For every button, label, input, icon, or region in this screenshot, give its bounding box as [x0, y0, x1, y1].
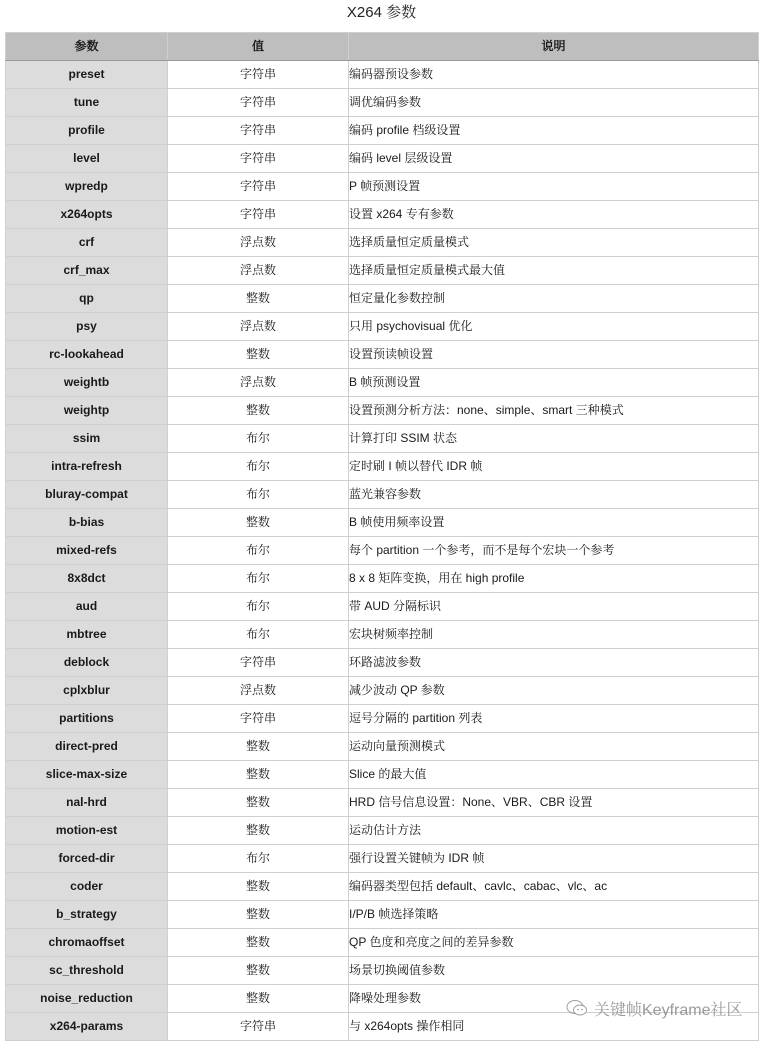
- table-row: [6, 509, 759, 537]
- param-description-cell: 编码器预设参数: [349, 61, 759, 89]
- param-name-cell: intra-refresh: [6, 453, 168, 481]
- param-type-cell: 布尔: [168, 845, 349, 873]
- watermark-text: 关键帧Keyframe社区: [594, 1001, 743, 1019]
- column-header-param: 参数: [6, 33, 168, 61]
- table-row: [6, 313, 759, 341]
- param-description-cell: 8 x 8 矩阵变换，用在 high profile: [349, 565, 759, 593]
- param-name-cell: crf: [6, 229, 168, 257]
- table-row: [6, 201, 759, 229]
- param-name-cell: qp: [6, 285, 168, 313]
- param-type-cell: 整数: [168, 957, 349, 985]
- param-type-cell: 整数: [168, 789, 349, 817]
- param-type-cell: 字符串: [168, 89, 349, 117]
- param-name-cell: weightp: [6, 397, 168, 425]
- param-type-cell: 布尔: [168, 565, 349, 593]
- table-row: [6, 929, 759, 957]
- table-row: [6, 649, 759, 677]
- table-row: [6, 901, 759, 929]
- param-type-cell: 布尔: [168, 537, 349, 565]
- param-name-cell: coder: [6, 873, 168, 901]
- param-type-cell: 布尔: [168, 481, 349, 509]
- table-row: [6, 565, 759, 593]
- param-type-cell: 整数: [168, 817, 349, 845]
- param-description-cell: 设置 x264 专有参数: [349, 201, 759, 229]
- param-description-cell: 强行设置关键帧为 IDR 帧: [349, 845, 759, 873]
- param-description-cell: B 帧预测设置: [349, 369, 759, 397]
- param-name-cell: mbtree: [6, 621, 168, 649]
- param-description-cell: 编码 profile 档级设置: [349, 117, 759, 145]
- page-title: X264 参数: [346, 4, 417, 21]
- param-description-cell: 与 x264opts 操作相同: [349, 1013, 759, 1041]
- table-row: [6, 705, 759, 733]
- param-type-cell: 浮点数: [168, 313, 349, 341]
- table-row: [6, 621, 759, 649]
- table-row: [6, 89, 759, 117]
- param-name-cell: mixed-refs: [6, 537, 168, 565]
- param-description-cell: 环路滤波参数: [349, 649, 759, 677]
- table-body: [6, 61, 759, 1041]
- param-type-cell: 布尔: [168, 593, 349, 621]
- param-name-cell: level: [6, 145, 168, 173]
- param-description-cell: 逗号分隔的 partition 列表: [349, 705, 759, 733]
- table-row: [6, 957, 759, 985]
- param-type-cell: 字符串: [168, 117, 349, 145]
- param-type-cell: 浮点数: [168, 229, 349, 257]
- table-row: [6, 257, 759, 285]
- param-name-cell: b-bias: [6, 509, 168, 537]
- param-description-cell: 编码 level 层级设置: [349, 145, 759, 173]
- param-description-cell: P 帧预测设置: [349, 173, 759, 201]
- param-description-cell: 设置预测分析方法：none、simple、smart 三种模式: [349, 397, 759, 425]
- param-name-cell: psy: [6, 313, 168, 341]
- param-type-cell: 字符串: [168, 145, 349, 173]
- table-row: [6, 1013, 759, 1041]
- param-type-cell: 整数: [168, 397, 349, 425]
- params-table: [5, 32, 759, 1041]
- param-description-cell: 带 AUD 分隔标识: [349, 593, 759, 621]
- param-description-cell: 场景切换阈值参数: [349, 957, 759, 985]
- param-name-cell: motion-est: [6, 817, 168, 845]
- table-row: [6, 817, 759, 845]
- param-name-cell: 8x8dct: [6, 565, 168, 593]
- param-type-cell: 布尔: [168, 453, 349, 481]
- table-row: [6, 985, 759, 1013]
- param-name-cell: noise_reduction: [6, 985, 168, 1013]
- param-name-cell: cplxblur: [6, 677, 168, 705]
- table-row: [6, 845, 759, 873]
- param-name-cell: chromaoffset: [6, 929, 168, 957]
- param-description-cell: I/P/B 帧选择策略: [349, 901, 759, 929]
- param-description-cell: B 帧使用频率设置: [349, 509, 759, 537]
- param-name-cell: weightb: [6, 369, 168, 397]
- param-description-cell: QP 色度和亮度之间的差异参数: [349, 929, 759, 957]
- param-description-cell: 减少波动 QP 参数: [349, 677, 759, 705]
- param-name-cell: slice-max-size: [6, 761, 168, 789]
- param-description-cell: 宏块树频率控制: [349, 621, 759, 649]
- param-description-cell: 选择质量恒定质量模式: [349, 229, 759, 257]
- table-row: [6, 761, 759, 789]
- table-row: [6, 285, 759, 313]
- param-name-cell: b_strategy: [6, 901, 168, 929]
- param-description-cell: 运动向量预测模式: [349, 733, 759, 761]
- table-row: [6, 61, 759, 89]
- table-row: [6, 873, 759, 901]
- table-row: [6, 537, 759, 565]
- param-name-cell: forced-dir: [6, 845, 168, 873]
- param-type-cell: 字符串: [168, 61, 349, 89]
- param-description-cell: 定时刷 I 帧以替代 IDR 帧: [349, 453, 759, 481]
- param-type-cell: 浮点数: [168, 257, 349, 285]
- table-row: [6, 677, 759, 705]
- param-description-cell: 每个 partition 一个参考，而不是每个宏块一个参考: [349, 537, 759, 565]
- param-description-cell: 恒定量化参数控制: [349, 285, 759, 313]
- table-row: [6, 369, 759, 397]
- table-row: [6, 117, 759, 145]
- param-description-cell: 只用 psychovisual 优化: [349, 313, 759, 341]
- column-header-value: 值: [168, 33, 349, 61]
- param-type-cell: 字符串: [168, 705, 349, 733]
- table-row: [6, 789, 759, 817]
- param-description-cell: 计算打印 SSIM 状态: [349, 425, 759, 453]
- param-type-cell: 整数: [168, 873, 349, 901]
- param-name-cell: direct-pred: [6, 733, 168, 761]
- param-description-cell: 运动估计方法: [349, 817, 759, 845]
- param-name-cell: crf_max: [6, 257, 168, 285]
- param-description-cell: 选择质量恒定质量模式最大值: [349, 257, 759, 285]
- param-name-cell: x264-params: [6, 1013, 168, 1041]
- table-row: [6, 341, 759, 369]
- param-type-cell: 整数: [168, 761, 349, 789]
- param-type-cell: 字符串: [168, 1013, 349, 1041]
- param-name-cell: ssim: [6, 425, 168, 453]
- table-row: [6, 481, 759, 509]
- table-row: [6, 593, 759, 621]
- table-row: [6, 229, 759, 257]
- param-type-cell: 浮点数: [168, 677, 349, 705]
- param-name-cell: deblock: [6, 649, 168, 677]
- table-row: [6, 425, 759, 453]
- column-header-description: 说明: [349, 33, 759, 61]
- param-description-cell: HRD 信号信息设置：None、VBR、CBR 设置: [349, 789, 759, 817]
- param-description-cell: 降噪处理参数: [349, 985, 759, 1013]
- param-type-cell: 整数: [168, 929, 349, 957]
- table-row: [6, 397, 759, 425]
- table-row: [6, 453, 759, 481]
- param-name-cell: partitions: [6, 705, 168, 733]
- param-description-cell: 调优编码参数: [349, 89, 759, 117]
- param-type-cell: 整数: [168, 901, 349, 929]
- param-name-cell: bluray-compat: [6, 481, 168, 509]
- param-name-cell: aud: [6, 593, 168, 621]
- param-type-cell: 整数: [168, 733, 349, 761]
- table-header-row: [6, 33, 759, 61]
- param-name-cell: rc-lookahead: [6, 341, 168, 369]
- param-type-cell: 整数: [168, 985, 349, 1013]
- param-type-cell: 字符串: [168, 201, 349, 229]
- param-name-cell: sc_threshold: [6, 957, 168, 985]
- param-name-cell: tune: [6, 89, 168, 117]
- param-type-cell: 字符串: [168, 173, 349, 201]
- param-type-cell: 布尔: [168, 621, 349, 649]
- table-row: [6, 145, 759, 173]
- param-type-cell: 布尔: [168, 425, 349, 453]
- param-name-cell: preset: [6, 61, 168, 89]
- param-type-cell: 整数: [168, 509, 349, 537]
- param-type-cell: 浮点数: [168, 369, 349, 397]
- table-row: [6, 173, 759, 201]
- param-description-cell: 蓝光兼容参数: [349, 481, 759, 509]
- param-name-cell: nal-hrd: [6, 789, 168, 817]
- param-name-cell: x264opts: [6, 201, 168, 229]
- param-type-cell: 字符串: [168, 649, 349, 677]
- param-type-cell: 整数: [168, 285, 349, 313]
- param-description-cell: Slice 的最大值: [349, 761, 759, 789]
- param-description-cell: 设置预读帧设置: [349, 341, 759, 369]
- param-type-cell: 整数: [168, 341, 349, 369]
- table-row: [6, 733, 759, 761]
- param-name-cell: wpredp: [6, 173, 168, 201]
- param-name-cell: profile: [6, 117, 168, 145]
- param-description-cell: 编码器类型包括 default、cavlc、cabac、vlc、ac: [349, 873, 759, 901]
